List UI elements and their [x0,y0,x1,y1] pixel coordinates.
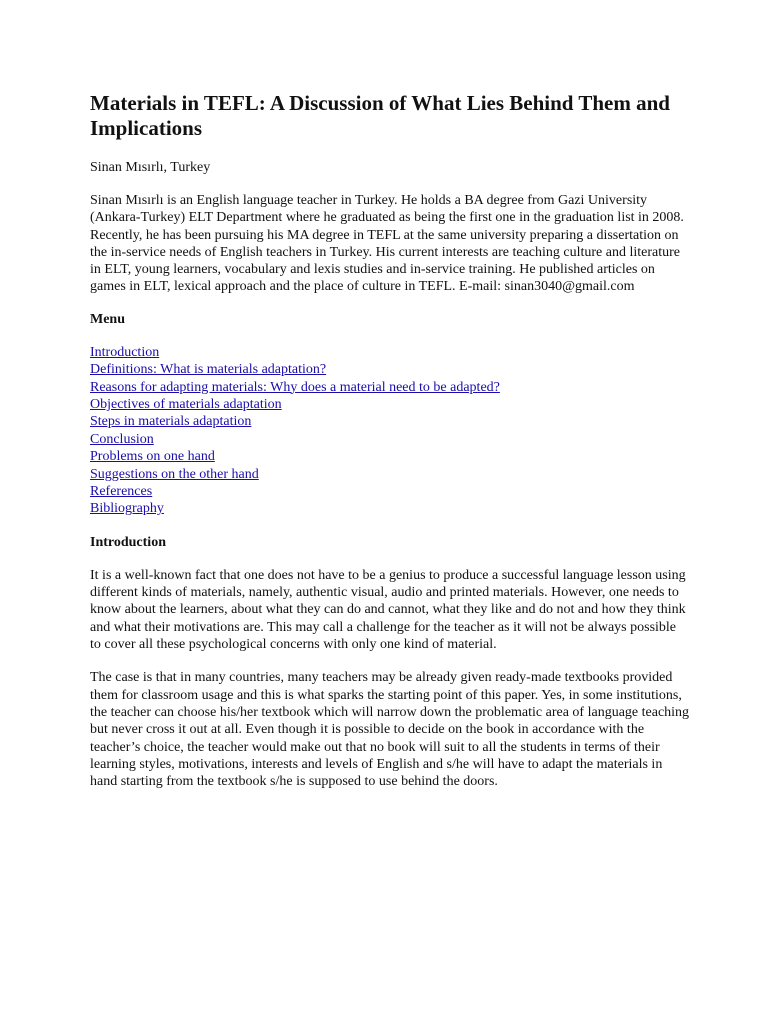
menu-link-conclusion[interactable]: Conclusion [90,431,154,447]
menu-list [90,344,690,518]
menu-item [90,361,690,378]
menu-item [90,431,690,448]
menu-item [90,466,690,483]
menu-item [90,344,690,361]
menu-link-introduction[interactable]: Introduction [90,344,160,360]
menu-link-references[interactable]: References [90,484,153,500]
menu-link-reasons[interactable]: Reasons for adapting materials: Why does a material need to be adapted? [90,379,500,395]
menu-link-bibliography[interactable]: Bibliography [90,501,164,517]
author-bio: Sinan Mısırlı is an English language teacher in Turkey. He holds a BA degree from Gazi University (Ankara-Turkey) ELT Department where he graduated as being the first one in the graduation list in 2008. Recently, he has been pursuing his MA degree in TEFL at the same university preparing a dissertation on the in-service needs of English teachers in Turkey. His current interests are teaching culture and literature in ELT, young learners, vocabulary and lexis studies and in-service training. He published articles on games in ELT, lexical approach and the place of culture in TEFL. E-mail: sinan3040@gmail.com [90,193,684,295]
menu-link-steps[interactable]: Steps in materials adaptation [90,414,252,430]
menu-heading: Menu [90,311,125,327]
introduction-heading: Introduction [90,534,166,550]
introduction-paragraph: The case is that in many countries, many teachers may be already given ready-made textbooks provided them for classroom usage and this is what sparks the starting point of this paper. Yes, in some institutions, the teacher can choose his/her textbook which will narrow down the problematic area of language teaching but never cross it out at all. Even though it is possible to decide on the book in accordance with the teacher’s choice, the teacher would make out that no book will suit to all the students in terms of their learning styles, motivations, interests and levels of English and s/he will have to adapt the materials in hand starting from the textbook s/he is supposed to use behind the doors. [90,670,690,790]
menu-item [90,483,690,500]
introduction-paragraph: It is a well-known fact that one does not have to be a genius to produce a successful language lesson using different kinds of materials, namely, authentic visual, audio and printed materials. However, one needs to know about the learners, about what they can do and cannot, what they like and do not and how they think and what their motivations are. This may call a challenge for the teacher as it will not be always possible to cover all these psychological concerns with only one kind of material. [90,567,686,653]
document-page [90,91,690,790]
menu-item [90,379,690,396]
menu-link-definitions[interactable]: Definitions: What is materials adaptation? [90,362,327,378]
author-line: Sinan Mısırlı, Turkey [90,160,211,175]
menu-link-objectives[interactable]: Objectives of materials adaptation [90,397,282,412]
document-title: Materials in TEFL: A Discussion of What Lies Behind Them and Implications [90,91,670,140]
menu-link-problems[interactable]: Problems on one hand [90,449,215,465]
menu-item [90,413,690,430]
menu-item [90,500,690,517]
menu-item [90,396,690,413]
menu-link-suggestions[interactable]: Suggestions on the other hand [90,466,259,482]
menu-item [90,448,690,465]
